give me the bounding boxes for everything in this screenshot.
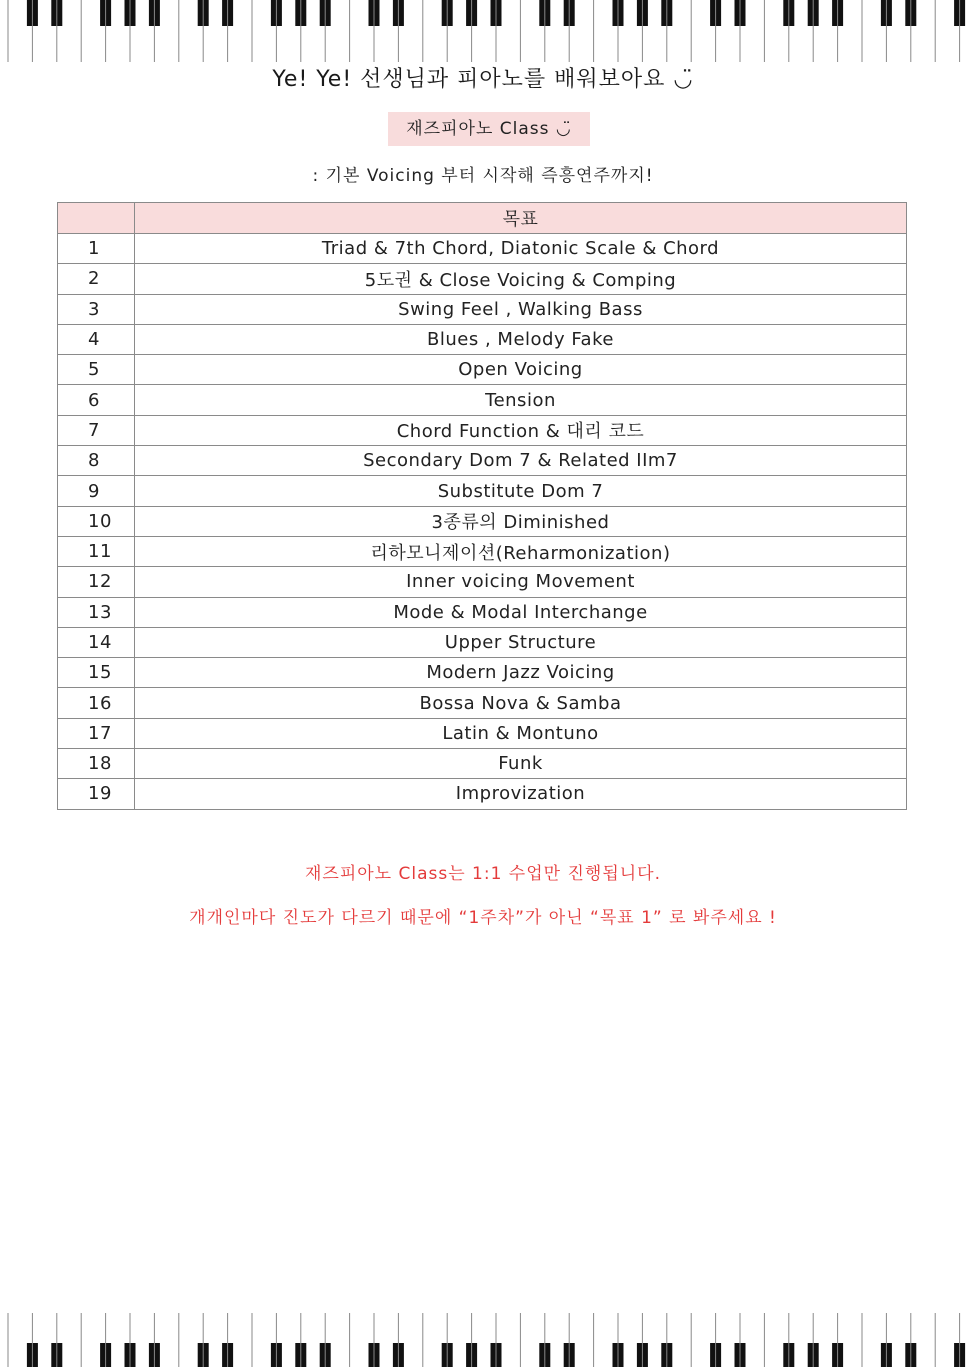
goal-description: Bossa Nova & Samba — [135, 688, 907, 718]
goal-description: Triad & 7th Chord, Diatonic Scale & Chord — [135, 234, 907, 264]
goal-description: Chord Function & 대리 코드 — [135, 415, 907, 445]
goal-number: 19 — [58, 779, 135, 809]
goal-number: 2 — [58, 264, 135, 294]
table-row — [58, 324, 907, 354]
table-row — [58, 385, 907, 415]
table-row — [58, 506, 907, 536]
goals-table — [57, 202, 907, 810]
class-badge: 재즈피아노 Class ◡̈ — [388, 112, 590, 146]
goal-description: Upper Structure — [135, 627, 907, 657]
goal-number: 5 — [58, 355, 135, 385]
piano-keys-top-border-icon — [0, 0, 966, 62]
goal-description: Mode & Modal Interchange — [135, 597, 907, 627]
table-row — [58, 658, 907, 688]
goal-number: 1 — [58, 234, 135, 264]
table-header-row — [58, 203, 907, 234]
table-row — [58, 355, 907, 385]
goal-description: Latin & Montuno — [135, 718, 907, 748]
table-row — [58, 415, 907, 445]
table-row — [58, 749, 907, 779]
table-row — [58, 597, 907, 627]
goal-description: Substitute Dom 7 — [135, 476, 907, 506]
table-row — [58, 294, 907, 324]
table-row — [58, 476, 907, 506]
goal-description: 리하모니제이션(Reharmonization) — [135, 536, 907, 566]
table-row — [58, 567, 907, 597]
table-row — [58, 446, 907, 476]
goal-number: 7 — [58, 415, 135, 445]
table-row — [58, 718, 907, 748]
goal-number: 17 — [58, 718, 135, 748]
notice-progress: 개개인마다 진도가 다르기 때문에 “1주차”가 아닌 “목표 1” 로 봐주세요 ! — [189, 908, 777, 928]
table-row — [58, 234, 907, 264]
number-column-header — [58, 203, 135, 234]
goal-description: Inner voicing Movement — [135, 567, 907, 597]
goal-number: 14 — [58, 627, 135, 657]
table-row — [58, 779, 907, 809]
goal-description: Blues , Melody Fake — [135, 324, 907, 354]
notice-one-on-one: 재즈피아노 Class는 1:1 수업만 진행됩니다. — [304, 864, 661, 884]
goal-number: 9 — [58, 476, 135, 506]
piano-keys-bottom-border-icon — [0, 1313, 966, 1367]
goal-number: 15 — [58, 658, 135, 688]
goal-description: 3종류의 Diminished — [135, 506, 907, 536]
goal-description: Modern Jazz Voicing — [135, 658, 907, 688]
goal-number: 8 — [58, 446, 135, 476]
goal-description: Improvization — [135, 779, 907, 809]
table-row — [58, 536, 907, 566]
table-row — [58, 688, 907, 718]
goal-number: 11 — [58, 536, 135, 566]
goal-number: 6 — [58, 385, 135, 415]
goal-description: Funk — [135, 749, 907, 779]
page-title: Ye! Ye! 선생님과 피아노를 배워보아요 ◡̈ — [272, 67, 694, 92]
goal-description: Secondary Dom 7 & Related IIm7 — [135, 446, 907, 476]
goal-description: Swing Feel , Walking Bass — [135, 294, 907, 324]
goal-number: 16 — [58, 688, 135, 718]
table-row — [58, 264, 907, 294]
goal-description: 5도권 & Close Voicing & Comping — [135, 264, 907, 294]
goal-number: 4 — [58, 324, 135, 354]
goal-number: 12 — [58, 567, 135, 597]
goal-column-header: 목표 — [135, 203, 907, 234]
table-row — [58, 627, 907, 657]
goal-number: 10 — [58, 506, 135, 536]
goal-number: 3 — [58, 294, 135, 324]
goal-description: Tension — [135, 385, 907, 415]
goal-number: 18 — [58, 749, 135, 779]
goal-number: 13 — [58, 597, 135, 627]
page-subtitle: : 기본 Voicing 부터 시작해 즉흥연주까지! — [312, 166, 654, 186]
goal-description: Open Voicing — [135, 355, 907, 385]
